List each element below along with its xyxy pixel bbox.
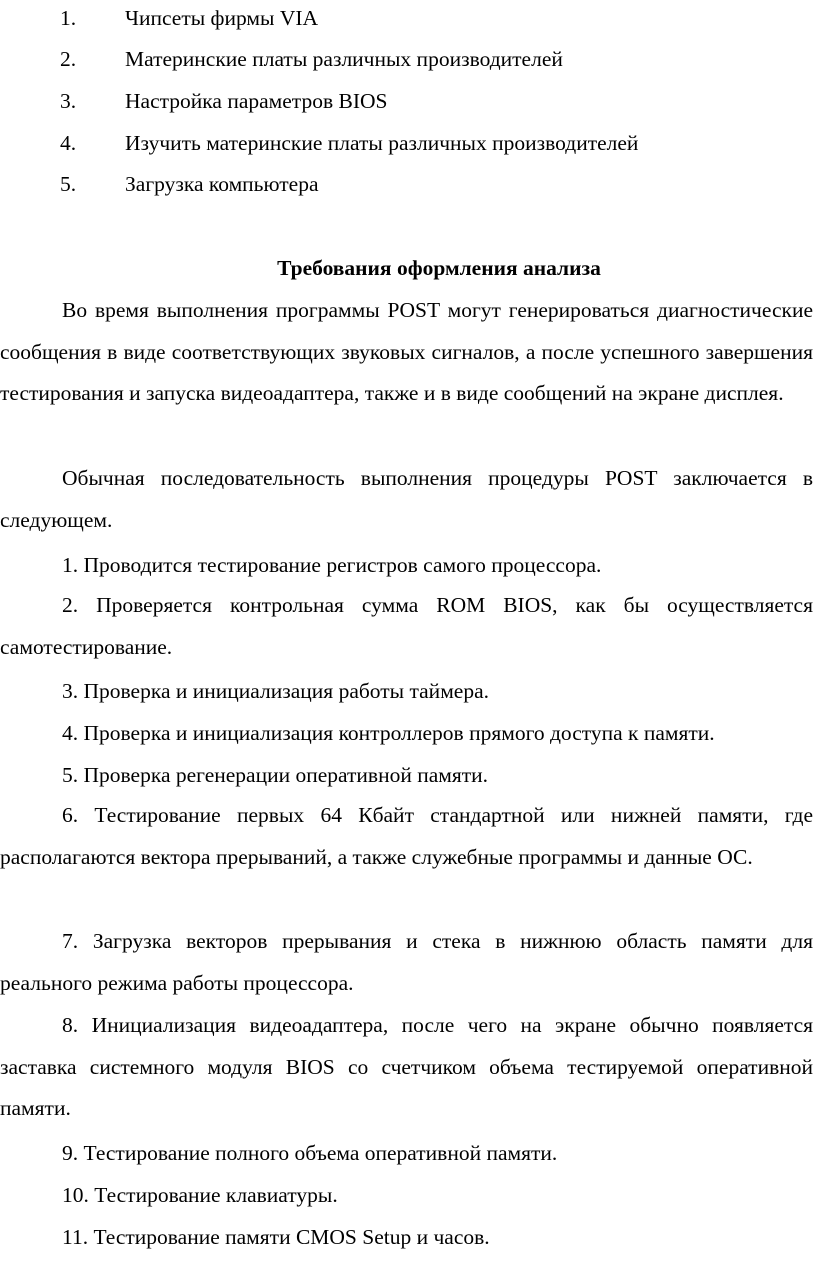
paragraph-step-10: 10. Тестирование клавиатуры. [62,1183,338,1207]
paragraph-step-7: 7. Загрузка векторов прерывания и стека в нижнюю область памяти для реального режима работы процессора. [0,929,813,995]
paragraph-step-4: 4. Проверка и инициализация контроллеров прямого доступа к памяти. [62,721,715,745]
list-item-text: Чипсеты фирмы VIA [125,6,319,30]
paragraph-step-8: 8. Инициализация видеоадаптера, после чего на экране обычно появляется заставка системного модуля BIOS со счетчиком объема тестируемой оперативной памяти. [0,1013,813,1121]
paragraph-intro: Во время выполнения программы POST могут генерироваться диагностические сообщения в виде соответствующих звуковых сигналов, а после успешного завершения тестирования и запуска видеоадаптера, также и в виде сообщений на экране дисплея. [0,298,813,406]
paragraph-step-11: 11. Тестирование памяти CMOS Setup и часов. [62,1225,490,1249]
list-item-number: 5. [60,172,77,196]
paragraph-step-1: 1. Проводится тестирование регистров самого процессора. [62,553,602,577]
paragraph-step-6: 6. Тестирование первых 64 Кбайт стандартной или нижней памяти, где располагаются вектора прерываний, а также служебные программы и данные ОС. [0,803,813,869]
paragraph-step-9: 9. Тестирование полного объема оперативной памяти. [62,1141,558,1165]
list-item-number: 2. [60,47,77,71]
paragraph-sequence: Обычная последовательность выполнения процедуры POST заключается в следующем. [0,466,813,532]
list-item-number: 4. [60,131,77,155]
list-item-text: Загрузка компьютера [125,172,319,196]
list-item-text: Изучить материнские платы различных производителей [125,131,639,155]
list-item-number: 3. [60,89,77,113]
list-item-text: Настройка параметров BIOS [125,89,388,113]
paragraph-step-2: 2. Проверяется контрольная сумма ROM BIOS, как бы осуществляется самотестирование. [0,593,813,659]
paragraph-step-3: 3. Проверка и инициализация работы таймера. [62,679,490,703]
list-item-text: Материнские платы различных производителей [125,47,563,71]
list-item-number: 1. [60,6,77,30]
section-heading: Требования оформления анализа [277,256,601,280]
paragraph-step-5: 5. Проверка регенерации оперативной памяти. [62,763,489,787]
